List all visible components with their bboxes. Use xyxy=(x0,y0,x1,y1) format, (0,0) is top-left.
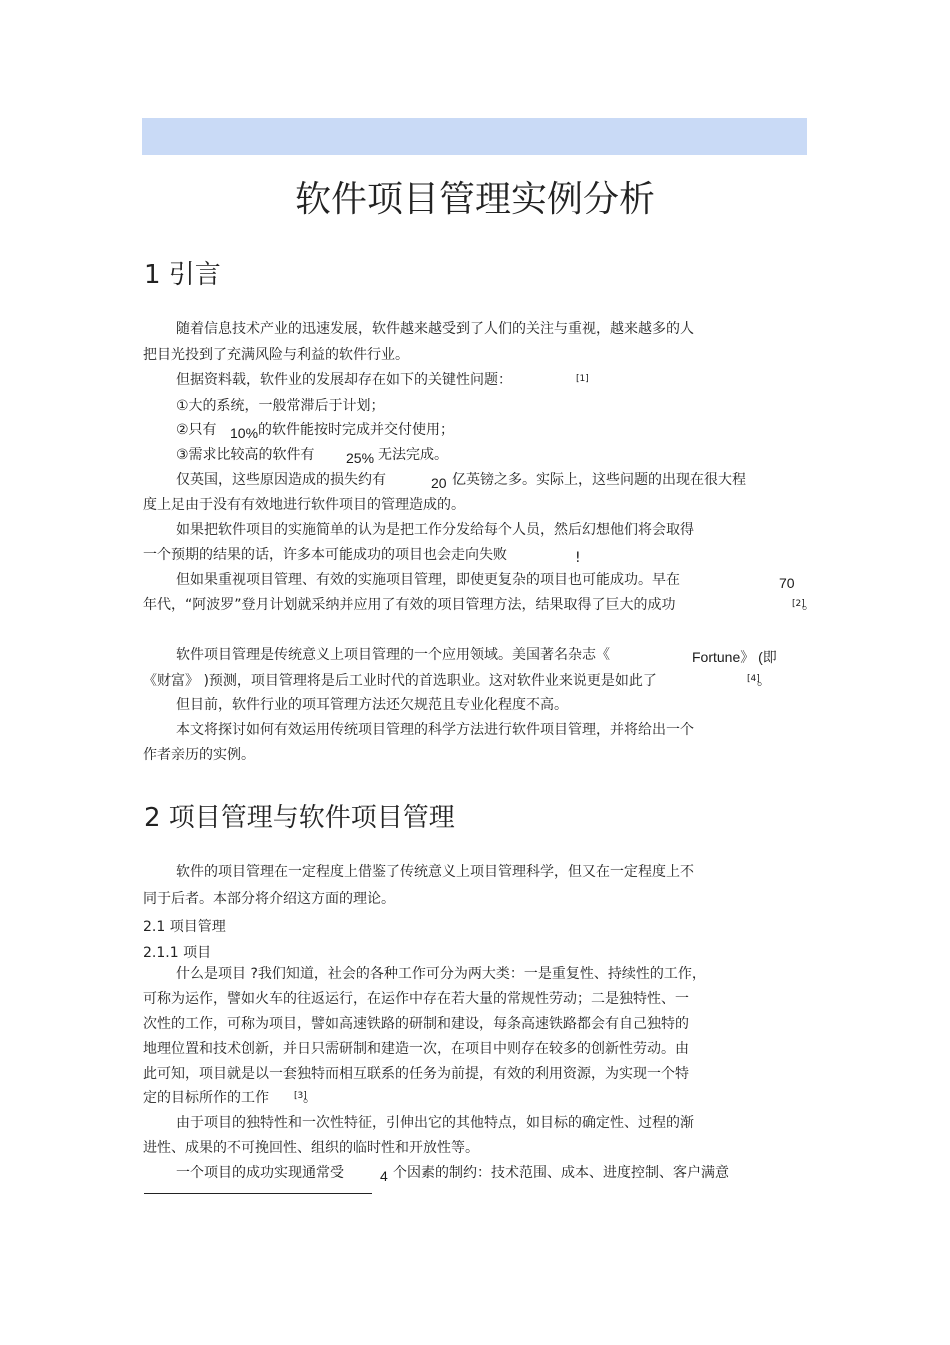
section-heading-2: 2 项目管理与软件项目管理 xyxy=(144,803,455,833)
punctuation: 。 xyxy=(802,597,816,613)
list-item-text: 的软件能按时完成并交付使用； xyxy=(258,422,454,438)
paragraph-line: 此可知，项目就是以一套独特而相互联系的任务为前提，有效的利用资源，为实现一个特 xyxy=(143,1066,689,1082)
citation-ref: [1] xyxy=(576,374,589,384)
paragraph-line: 随着信息技术产业的迅速发展，软件越来越受到了人们的关注与重视，越来越多的人 xyxy=(176,321,694,337)
paragraph-line: 个因素的制约：技术范围、成本、进度控制、客户满意 xyxy=(393,1165,729,1181)
punctuation: 。 xyxy=(757,673,771,689)
list-item: ②只有 xyxy=(176,422,217,438)
inline-number: 4 xyxy=(380,1168,388,1184)
subsubsection-heading: 2.1.1 项目 xyxy=(143,945,212,961)
citation-ref: [3] xyxy=(294,1091,307,1101)
paragraph-line: 定的目标所作的工作 xyxy=(143,1090,269,1106)
paragraph-line: 一个项目的成功实现通常受 xyxy=(176,1165,344,1181)
paragraph-line: 由于项目的独特性和一次性特征，引伸出它的其他特点，如目标的确定性、过程的渐 xyxy=(176,1115,694,1131)
paragraph-line: 同于后者。本部分将介绍这方面的理论。 xyxy=(143,891,395,907)
paragraph-line: 次性的工作，可称为项目，譬如高速铁路的研制和建设，每条高速铁路都会有自己独特的 xyxy=(143,1016,689,1032)
paragraph-line: 地理位置和技术创新，并日只需研制和建造一次，在项目中则存在较多的创新性劳动。由 xyxy=(143,1041,689,1057)
paragraph-line: 但如果重视项目管理、有效的实施项目管理，即使更复杂的项目也可能成功。早在 xyxy=(176,572,680,588)
list-item-text: 无法完成。 xyxy=(378,447,448,463)
inline-number: 70 xyxy=(779,575,795,591)
header-banner xyxy=(142,118,807,155)
paragraph-line: 可称为运作，譬如火车的往返运行，在运作中存在若大量的常规性劳动；二是独特性、一 xyxy=(143,991,689,1007)
paragraph-line: 年代，“阿波罗”登月计划就采纳并应用了有效的项目管理方法，结果取得了巨大的成功 xyxy=(143,597,676,613)
paragraph-line: 软件项目管理是传统意义上项目管理的一个应用领域。美国著名杂志《 xyxy=(176,647,610,663)
paragraph-line: 《财富》 )预测，项目管理将是后工业时代的首选职业。这对软件业来说更是如此了 xyxy=(143,673,657,689)
subsection-heading: 2.1 项目管理 xyxy=(143,919,226,935)
citation-ref: [2] xyxy=(792,599,805,609)
paragraph-line: 如果把软件项目的实施简单的认为是把工作分发给每个人员，然后幻想他们将会取得 xyxy=(176,522,694,538)
inline-number: 20 xyxy=(431,475,447,491)
paragraph-line: 度上足由于没有有效地进行软件项目的管理造成的。 xyxy=(143,497,465,513)
list-item: ③需求比较高的软件有 xyxy=(176,447,315,463)
paragraph-line: 本文将探讨如何有效运用传统项目管理的科学方法进行软件项目管理，并将给出一个 xyxy=(176,722,694,738)
section-heading-1: 1 引言 xyxy=(144,260,221,290)
paragraph-line: 什么是项目 ?我们知道，社会的各种工作可分为两大类：一是重复性、持续性的工作， xyxy=(176,966,706,982)
paragraph-line: 亿英镑之多。实际上，这些问题的出现在很大程 xyxy=(452,472,746,488)
paragraph-line: 进性、成果的不可挽回性、组织的临时性和开放性等。 xyxy=(143,1140,479,1156)
punctuation: 。 xyxy=(303,1090,317,1106)
paragraph-line: 但据资料载，软件业的发展却存在如下的关键性问题： xyxy=(176,372,512,388)
inline-number: 25% xyxy=(346,450,375,466)
paragraph-line: 仅英国，这些原因造成的损失约有 xyxy=(176,472,386,488)
footnote-rule xyxy=(144,1193,372,1194)
paragraph-line: 把目光投到了充满风险与利益的软件行业。 xyxy=(143,347,409,363)
paragraph-line: 一个预期的结果的话，许多本可能成功的项目也会走向失败 xyxy=(143,547,507,563)
inline-text: Fortune》 (即 xyxy=(692,649,777,665)
document-title: 软件项目管理实例分析 xyxy=(294,179,655,220)
citation-ref: [4] xyxy=(747,674,760,684)
inline-number: 10% xyxy=(230,425,259,441)
list-item: ①大的系统，一般常滞后于计划； xyxy=(176,398,385,414)
paragraph-line: 作者亲历的实例。 xyxy=(143,747,255,763)
paragraph-line: 但目前，软件行业的项耳管理方法还欠规范且专业化程度不高。 xyxy=(176,697,568,713)
punctuation: ! xyxy=(575,550,581,566)
paragraph-line: 软件的项目管理在一定程度上借鉴了传统意义上项目管理科学，但又在一定程度上不 xyxy=(176,864,694,880)
